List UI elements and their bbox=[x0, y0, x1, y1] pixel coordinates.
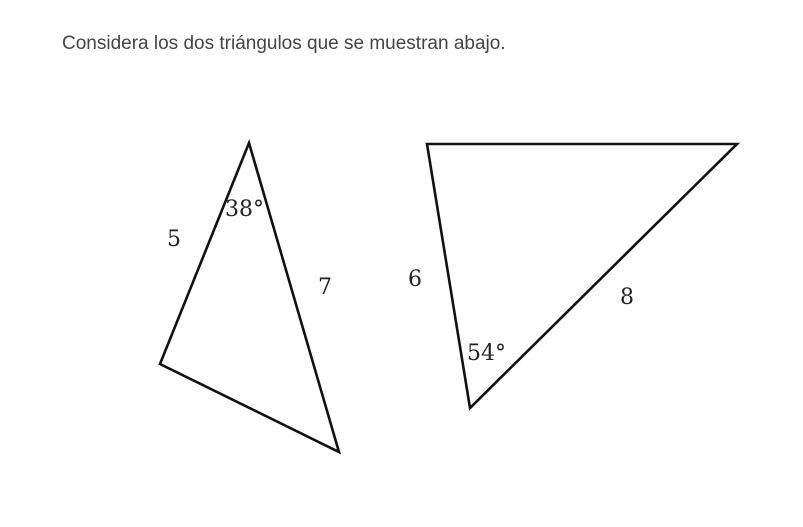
left-triangle-angle-38-label: 38° bbox=[225, 197, 264, 222]
question-prompt: Considera los dos triángulos que se muestran abajo. bbox=[62, 33, 506, 54]
left-triangle-side-5-label: 5 bbox=[167, 227, 181, 252]
right-triangle-side-6-label: 6 bbox=[408, 267, 422, 292]
left-triangle-outline bbox=[160, 143, 339, 452]
right-triangle bbox=[408, 144, 737, 408]
right-triangle-side-8-label: 8 bbox=[620, 285, 634, 310]
right-triangle-angle-54-label: 54° bbox=[467, 341, 506, 366]
right-triangle-outline bbox=[427, 144, 737, 408]
left-triangle bbox=[160, 143, 339, 452]
left-triangle-side-7-label: 7 bbox=[318, 275, 332, 300]
